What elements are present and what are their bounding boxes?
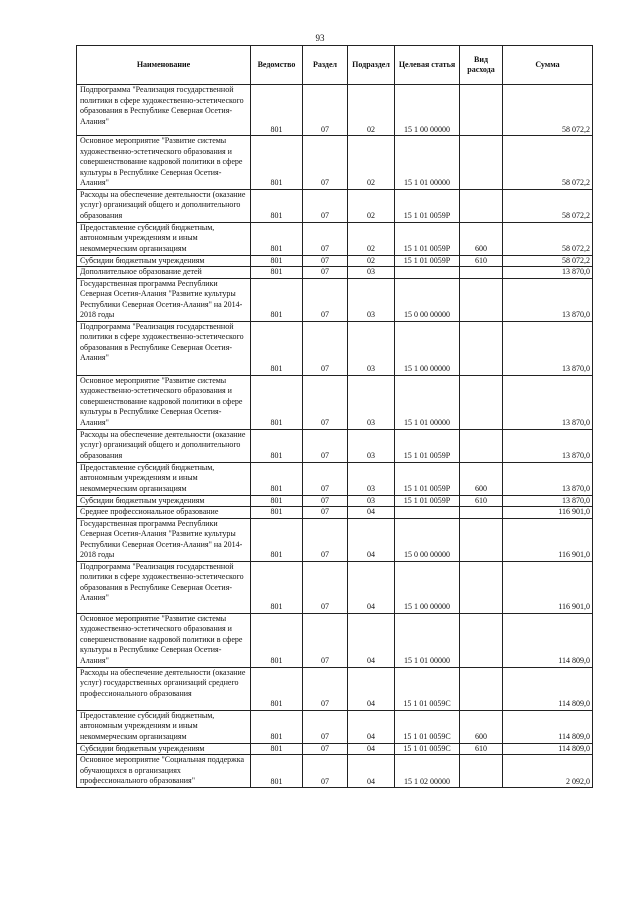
cell-name: Расходы на обеспечение деятельности (оказание услуг) государственных организаций среднего профессионального образования [77,667,251,710]
header-department: Ведомство [251,46,303,85]
cell-expense-type [460,613,503,667]
budget-table [76,45,593,788]
cell-target-article: 15 0 00 00000 [395,278,460,321]
cell-sum: 13 870,0 [503,462,593,495]
header-section: Раздел [303,46,348,85]
cell-target-article: 15 1 01 0059Р [395,255,460,267]
cell-expense-type: 600 [460,710,503,743]
cell-department: 801 [251,507,303,519]
table-row [77,710,593,743]
cell-subsection: 04 [348,561,395,613]
cell-expense-type [460,507,503,519]
cell-expense-type [460,189,503,222]
cell-section: 07 [303,518,348,561]
cell-section: 07 [303,429,348,462]
table-row [77,613,593,667]
cell-target-article: 15 1 01 0059Р [395,222,460,255]
header-sum: Сумма [503,46,593,85]
cell-section: 07 [303,561,348,613]
cell-sum: 116 901,0 [503,507,593,519]
cell-subsection: 03 [348,321,395,375]
cell-expense-type [460,321,503,375]
cell-subsection: 04 [348,710,395,743]
cell-name: Субсидии бюджетным учреждениям [77,495,251,507]
cell-target-article [395,507,460,519]
cell-department: 801 [251,222,303,255]
cell-department: 801 [251,755,303,788]
cell-expense-type [460,429,503,462]
cell-name: Основное мероприятие "Социальная поддержка обучающихся в организациях профессионального образования" [77,755,251,788]
cell-department: 801 [251,278,303,321]
cell-section: 07 [303,278,348,321]
cell-name: Расходы на обеспечение деятельности (оказание услуг) организаций общего и дополнительного образования [77,429,251,462]
cell-sum: 13 870,0 [503,495,593,507]
cell-sum: 114 809,0 [503,743,593,755]
cell-name: Предоставление субсидий бюджетным, автономным учреждениям и иным некоммерческим организациям [77,222,251,255]
cell-target-article: 15 1 00 00000 [395,85,460,136]
cell-department: 801 [251,255,303,267]
table-row [77,321,593,375]
cell-sum: 58 072,2 [503,136,593,190]
table-row [77,267,593,279]
cell-department: 801 [251,375,303,429]
cell-section: 07 [303,375,348,429]
cell-name: Государственная программа Республики Северная Осетия-Алания "Развитие культуры Республики Северная Осетия-Алания" на 2014-2018 годы [77,278,251,321]
table-row [77,495,593,507]
cell-expense-type [460,278,503,321]
cell-expense-type [460,85,503,136]
table-header-row [77,46,593,85]
cell-expense-type: 610 [460,743,503,755]
cell-department: 801 [251,136,303,190]
cell-sum: 13 870,0 [503,321,593,375]
cell-section: 07 [303,255,348,267]
table-body [77,85,593,788]
table-row [77,561,593,613]
cell-expense-type: 600 [460,462,503,495]
cell-target-article: 15 1 01 00000 [395,136,460,190]
cell-target-article: 15 1 00 00000 [395,561,460,613]
cell-section: 07 [303,222,348,255]
cell-sum: 58 072,2 [503,85,593,136]
cell-department: 801 [251,429,303,462]
cell-name: Государственная программа Республики Северная Осетия-Алания "Развитие культуры Республики Северная Осетия-Алания" на 2014-2018 годы [77,518,251,561]
cell-subsection: 04 [348,518,395,561]
cell-subsection: 04 [348,507,395,519]
cell-name: Субсидии бюджетным учреждениям [77,743,251,755]
cell-department: 801 [251,743,303,755]
cell-sum: 58 072,2 [503,255,593,267]
cell-expense-type [460,518,503,561]
cell-expense-type: 610 [460,255,503,267]
cell-department: 801 [251,85,303,136]
cell-expense-type [460,267,503,279]
table-row [77,667,593,710]
table-row [77,136,593,190]
cell-department: 801 [251,189,303,222]
cell-section: 07 [303,613,348,667]
cell-subsection: 04 [348,667,395,710]
cell-name: Основное мероприятие "Развитие системы художественно-эстетического образования и совершенствование кадровой политики в сфере культуры в Республике Северная Осетия-Алания" [77,375,251,429]
cell-subsection: 03 [348,267,395,279]
cell-section: 07 [303,267,348,279]
cell-target-article: 15 1 01 00000 [395,613,460,667]
cell-subsection: 04 [348,743,395,755]
table-row [77,755,593,788]
cell-department: 801 [251,561,303,613]
cell-subsection: 02 [348,189,395,222]
cell-name: Основное мероприятие "Развитие системы художественно-эстетического образования и совершенствование кадровой политики в сфере культуры в Республике Северная Осетия-Алания" [77,613,251,667]
cell-section: 07 [303,507,348,519]
cell-department: 801 [251,267,303,279]
cell-target-article: 15 1 01 0059Р [395,429,460,462]
cell-sum: 13 870,0 [503,429,593,462]
cell-name: Предоставление субсидий бюджетным, автономным учреждениям и иным некоммерческим организациям [77,710,251,743]
cell-name: Среднее профессиональное образование [77,507,251,519]
cell-sum: 13 870,0 [503,375,593,429]
cell-subsection: 02 [348,85,395,136]
cell-target-article: 15 1 01 0059С [395,743,460,755]
cell-target-article: 15 1 02 00000 [395,755,460,788]
cell-department: 801 [251,613,303,667]
table-row [77,507,593,519]
cell-department: 801 [251,518,303,561]
cell-subsection: 03 [348,375,395,429]
cell-sum: 116 901,0 [503,518,593,561]
cell-name: Основное мероприятие "Развитие системы художественно-эстетического образования и совершенствование кадровой политики в сфере культуры в Республике Северная Осетия-Алания" [77,136,251,190]
table-row [77,518,593,561]
cell-sum: 114 809,0 [503,710,593,743]
cell-section: 07 [303,710,348,743]
cell-name: Предоставление субсидий бюджетным, автономным учреждениям и иным некоммерческим организациям [77,462,251,495]
cell-name: Подпрограмма "Реализация государственной политики в сфере художественно-эстетического образования в Республике Северная Осетия-Алания" [77,561,251,613]
cell-section: 07 [303,321,348,375]
cell-name: Расходы на обеспечение деятельности (оказание услуг) организаций общего и дополнительного образования [77,189,251,222]
cell-subsection: 03 [348,495,395,507]
cell-sum: 58 072,2 [503,189,593,222]
cell-expense-type: 600 [460,222,503,255]
cell-name: Подпрограмма "Реализация государственной политики в сфере художественно-эстетического образования в Республике Северная Осетия-Алания" [77,321,251,375]
cell-target-article: 15 0 00 00000 [395,518,460,561]
table-row [77,278,593,321]
cell-target-article: 15 1 01 0059Р [395,495,460,507]
cell-subsection: 03 [348,429,395,462]
cell-name: Субсидии бюджетным учреждениям [77,255,251,267]
table-row [77,85,593,136]
header-subsection: Подраздел [348,46,395,85]
cell-section: 07 [303,743,348,755]
cell-section: 07 [303,136,348,190]
cell-subsection: 04 [348,755,395,788]
cell-target-article: 15 1 01 00000 [395,375,460,429]
cell-department: 801 [251,495,303,507]
cell-expense-type [460,561,503,613]
cell-department: 801 [251,667,303,710]
cell-sum: 2 092,0 [503,755,593,788]
cell-sum: 13 870,0 [503,267,593,279]
cell-target-article: 15 1 01 0059С [395,710,460,743]
table-row [77,222,593,255]
table-row [77,743,593,755]
table-row [77,462,593,495]
cell-target-article: 15 1 01 0059Р [395,462,460,495]
header-name: Наименование [77,46,251,85]
header-expense-type: Вид расхода [460,46,503,85]
table-row [77,189,593,222]
table-row [77,255,593,267]
cell-expense-type [460,667,503,710]
cell-sum: 114 809,0 [503,667,593,710]
cell-subsection: 02 [348,255,395,267]
cell-section: 07 [303,85,348,136]
cell-expense-type [460,755,503,788]
cell-section: 07 [303,495,348,507]
cell-expense-type [460,136,503,190]
cell-sum: 58 072,2 [503,222,593,255]
cell-target-article: 15 1 01 0059С [395,667,460,710]
cell-subsection: 02 [348,222,395,255]
cell-target-article [395,267,460,279]
cell-target-article: 15 1 00 00000 [395,321,460,375]
cell-section: 07 [303,667,348,710]
cell-sum: 13 870,0 [503,278,593,321]
cell-expense-type: 610 [460,495,503,507]
cell-sum: 116 901,0 [503,561,593,613]
cell-subsection: 02 [348,136,395,190]
cell-subsection: 03 [348,278,395,321]
cell-sum: 114 809,0 [503,613,593,667]
cell-department: 801 [251,321,303,375]
cell-department: 801 [251,462,303,495]
cell-department: 801 [251,710,303,743]
cell-section: 07 [303,462,348,495]
cell-subsection: 04 [348,613,395,667]
cell-name: Подпрограмма "Реализация государственной политики в сфере художественно-эстетического образования в Республике Северная Осетия-Алания" [77,85,251,136]
table-row [77,429,593,462]
cell-name: Дополнительное образование детей [77,267,251,279]
cell-target-article: 15 1 01 0059Р [395,189,460,222]
cell-expense-type [460,375,503,429]
cell-subsection: 03 [348,462,395,495]
cell-section: 07 [303,189,348,222]
header-target-article: Целевая статья [395,46,460,85]
page-number: 93 [315,33,325,43]
cell-section: 07 [303,755,348,788]
table-row [77,375,593,429]
